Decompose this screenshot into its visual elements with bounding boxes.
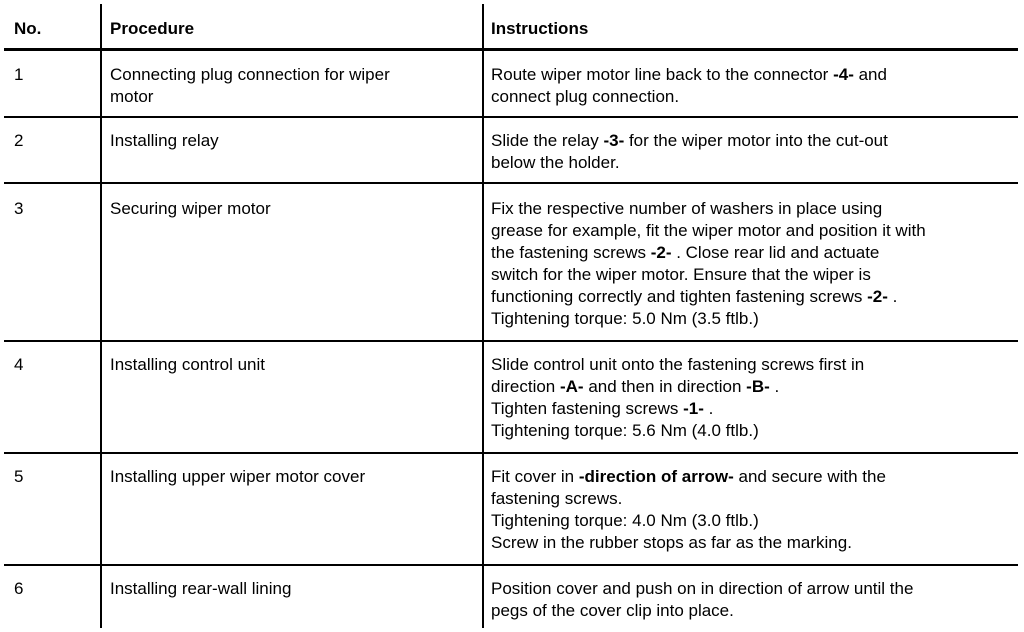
reference-marker: -1-: [683, 399, 704, 418]
column-divider-1: [100, 4, 102, 628]
reference-marker: -3-: [603, 131, 625, 150]
instruction-line: [491, 308, 1016, 330]
instruction-line: [491, 286, 1016, 308]
row-instructions: [491, 354, 1016, 442]
header-procedure: Procedure: [110, 19, 195, 38]
instruction-line: [491, 510, 1016, 532]
instruction-text: connect plug connection.: [491, 87, 680, 106]
header-no: No.: [14, 19, 42, 38]
instruction-line: [491, 198, 1016, 220]
instruction-text: Screw in the rubber stops as far as the marking.: [491, 533, 852, 552]
instruction-text: switch for the wiper motor. Ensure that the wiper is: [491, 265, 871, 284]
instruction-text: direction: [491, 377, 560, 396]
instruction-text: Fix the respective number of washers in place using: [491, 199, 883, 218]
header-rule: [4, 48, 1018, 51]
column-divider-2: [482, 4, 484, 628]
row-procedure: Installing relay: [110, 131, 219, 150]
instruction-text: .: [887, 287, 898, 306]
reference-marker: -direction of arrow-: [578, 467, 734, 486]
row-number: 6: [14, 579, 24, 598]
row-number: 5: [14, 467, 24, 486]
instruction-text: functioning correctly and tighten fastening screws: [491, 287, 868, 306]
row-procedure: Connecting plug connection for wiper motor: [110, 65, 390, 106]
instruction-text: and then in direction: [583, 377, 747, 396]
instruction-text: Tightening torque: 4.0 Nm (3.0 ftlb.): [491, 511, 759, 530]
instruction-line: [491, 532, 1016, 554]
header-instructions: Instructions: [491, 19, 589, 38]
instruction-line: [491, 578, 1016, 600]
reference-marker: -2-: [867, 287, 888, 306]
row-instructions: [491, 466, 1016, 554]
instruction-text: Tightening torque: 5.0 Nm (3.5 ftlb.): [491, 309, 759, 328]
row-procedure: Securing wiper motor: [110, 199, 271, 218]
row-instructions: [491, 130, 1016, 174]
row-instructions: [491, 578, 1016, 622]
row-number: 1: [14, 65, 24, 84]
row-rule: [4, 116, 1018, 118]
instruction-line: [491, 600, 1016, 622]
instruction-line: [491, 86, 1016, 108]
reference-marker: -B-: [746, 377, 770, 396]
row-rule: [4, 182, 1018, 184]
instruction-text: . Close rear lid and actuate: [671, 243, 880, 262]
instruction-text: and: [853, 65, 887, 84]
row-rule: [4, 564, 1018, 566]
instruction-text: Tighten fastening screws: [491, 399, 684, 418]
row-number: 2: [14, 131, 24, 150]
instruction-text: Tightening torque: 5.6 Nm (4.0 ftlb.): [491, 421, 759, 440]
instruction-text: Slide the relay: [491, 131, 604, 150]
instruction-text: and secure with the: [733, 467, 886, 486]
reference-marker: -2-: [650, 243, 672, 262]
instruction-text: .: [703, 399, 714, 418]
instruction-line: [491, 376, 1016, 398]
row-instructions: [491, 64, 1016, 108]
row-rule: [4, 452, 1018, 454]
row-rule: [4, 340, 1018, 342]
instruction-line: [491, 398, 1016, 420]
instruction-text: grease for example, fit the wiper motor and position it with: [491, 221, 926, 240]
instruction-line: [491, 220, 1016, 242]
reference-marker: -4-: [833, 65, 854, 84]
instruction-text: Fit cover in: [491, 467, 579, 486]
instruction-text: fastening screws.: [491, 489, 623, 508]
instruction-text: pegs of the cover clip into place.: [491, 601, 734, 620]
row-procedure: Installing control unit: [110, 355, 265, 374]
instruction-line: [491, 130, 1016, 152]
row-number: 4: [14, 355, 24, 374]
row-procedure: Installing rear-wall lining: [110, 579, 292, 598]
row-number: 3: [14, 199, 24, 218]
reference-marker: -A-: [559, 377, 584, 396]
instruction-text: for the wiper motor into the cut-out: [624, 131, 888, 150]
instruction-text: Position cover and push on in direction of arrow until the: [491, 579, 914, 598]
row-instructions: [491, 198, 1016, 330]
instruction-line: [491, 152, 1016, 174]
instruction-line: [491, 488, 1016, 510]
instruction-text: below the holder.: [491, 153, 620, 172]
instruction-text: Slide control unit onto the fastening screws first in: [491, 355, 865, 374]
instruction-line: [491, 466, 1016, 488]
instruction-text: .: [769, 377, 780, 396]
instruction-line: [491, 242, 1016, 264]
instruction-text: the fastening screws: [491, 243, 651, 262]
row-procedure: Installing upper wiper motor cover: [110, 467, 366, 486]
instruction-line: [491, 264, 1016, 286]
instruction-line: [491, 420, 1016, 442]
instruction-line: [491, 64, 1016, 86]
instruction-text: Route wiper motor line back to the connector: [491, 65, 834, 84]
instruction-line: [491, 354, 1016, 376]
